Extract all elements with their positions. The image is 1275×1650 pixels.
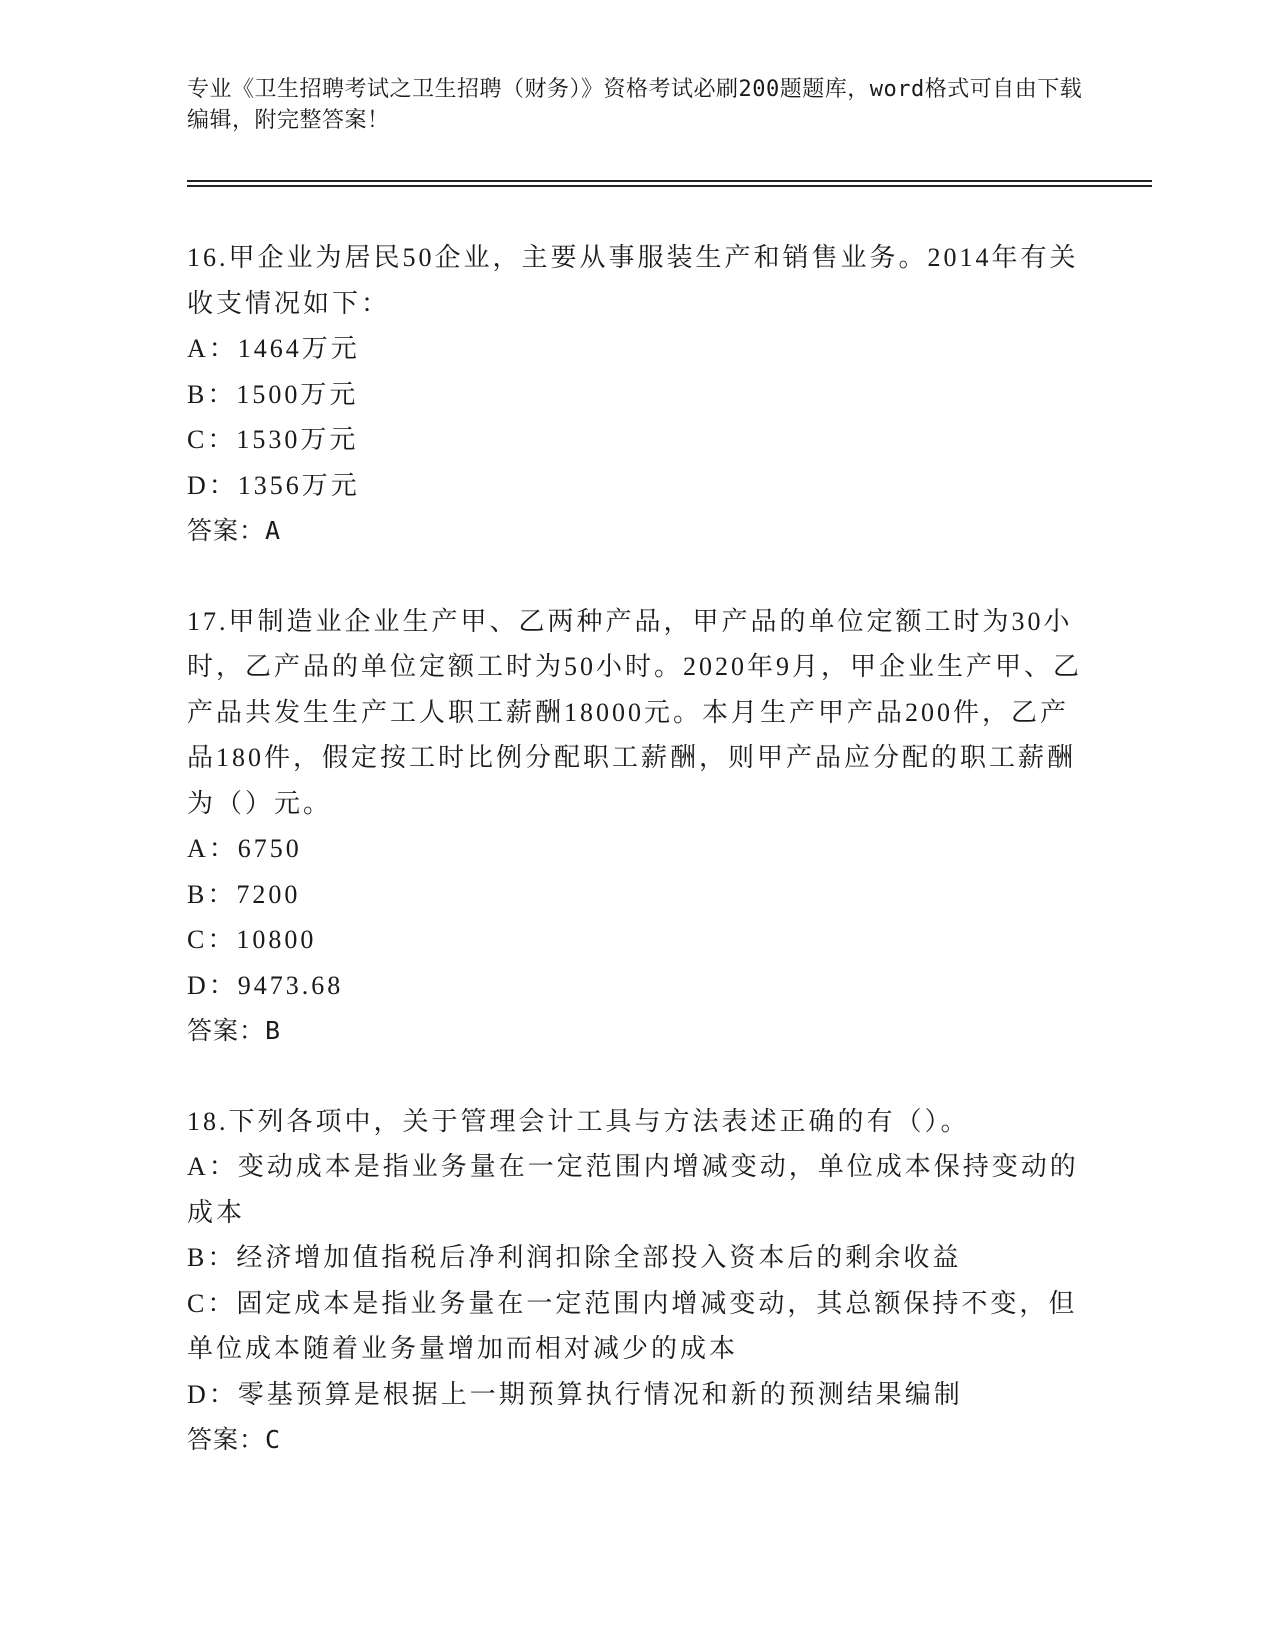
option-d: D：9473.68 <box>187 970 344 1000</box>
option-c: C：1530万元 <box>187 425 359 454</box>
option-a: A：6750 <box>187 834 302 863</box>
option-c: C：固定成本是指业务量在一定范围内增减变动，其总额保持不变，但单位成本随着业务量增加而相对减少的成本 <box>187 1288 1078 1363</box>
question-stem: 16.甲企业为居民50企业，主要从事服装生产和销售业务。2014年有关收支情况如下： <box>187 243 1079 318</box>
question-stem: 18.下列各项中，关于管理会计工具与方法表述正确的有（）。 <box>187 1106 970 1136</box>
document-header: 专业《卫生招聘考试之卫生招聘（财务）》资格考试必刷200题题库，word格式可自由下载编辑，附完整答案！ <box>187 77 1083 133</box>
header-divider-bottom <box>187 185 1152 187</box>
question-list <box>187 235 1087 1463</box>
question-17 <box>187 599 1087 1054</box>
answer: 答案：B <box>187 1016 282 1045</box>
question-spacer <box>187 554 1087 599</box>
option-d: D：零基预算是根据上一期预算执行情况和新的预测结果编制 <box>187 1379 963 1409</box>
option-c: C：10800 <box>187 925 317 954</box>
answer: 答案：A <box>187 516 282 545</box>
question-16 <box>187 235 1087 554</box>
answer: 答案：C <box>187 1425 282 1454</box>
option-d: D：1356万元 <box>187 470 360 500</box>
header-divider-top <box>187 180 1152 182</box>
question-stem: 17.甲制造业企业生产甲、乙两种产品，甲产品的单位定额工时为30小时，乙产品的单位定额工时为50小时。2020年9月，甲企业生产甲、乙产品共发生生产工人职工薪酬18000元。本月生产甲产品200件，乙产品180件，假定按工时比例分配职工薪酬，则甲产品应分配的职工薪酬为（）元。 <box>187 606 1083 818</box>
option-b: B：经济增加值指税后净利润扣除全部投入资本后的剩余收益 <box>187 1243 962 1272</box>
option-b: B：7200 <box>187 879 301 909</box>
question-18 <box>187 1099 1087 1463</box>
option-a: A：变动成本是指业务量在一定范围内增减变动，单位成本保持变动的成本 <box>187 1152 1079 1227</box>
option-b: B：1500万元 <box>187 379 359 409</box>
option-a: A：1464万元 <box>187 334 360 363</box>
question-spacer <box>187 1054 1087 1099</box>
